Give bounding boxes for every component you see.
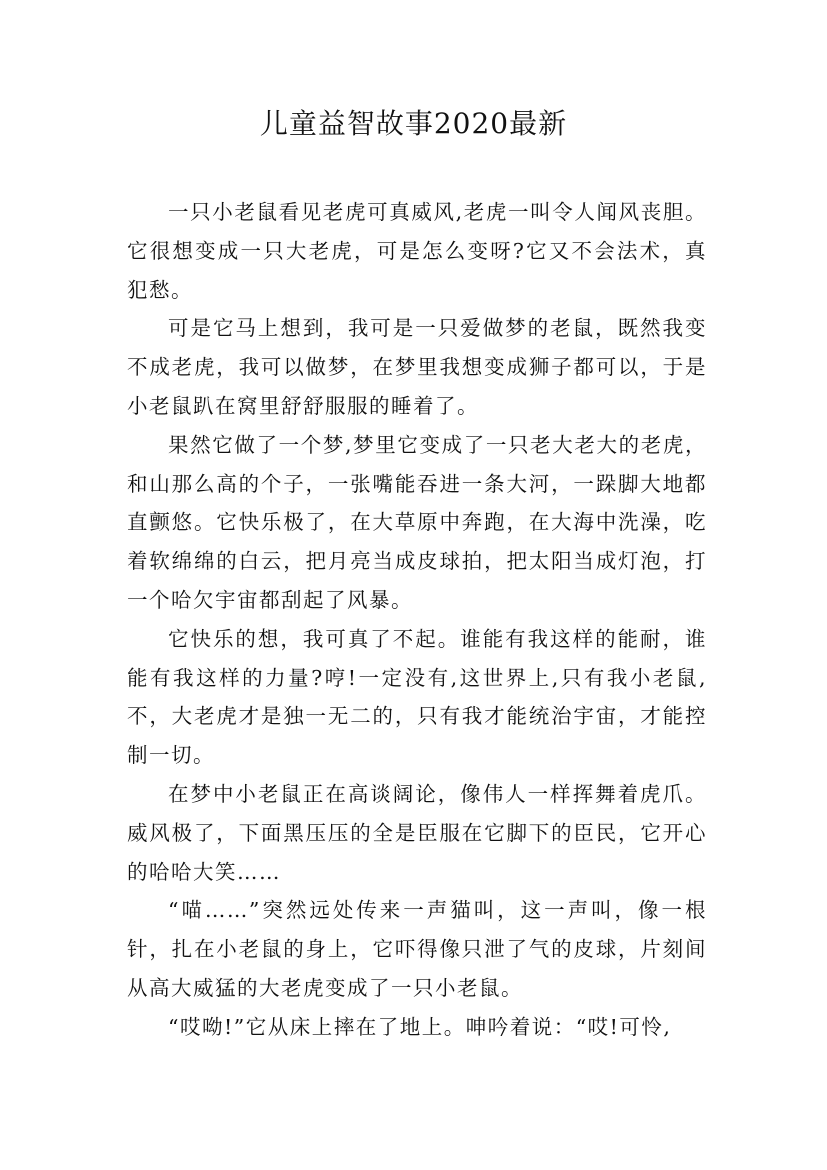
paragraph: 在梦中小老鼠正在高谈阔论，像伟人一样挥舞着虎爪。威风极了，下面黑压压的全是臣服在它脚下的臣民，它开心的哈哈大笑…… [127, 781, 707, 884]
paragraph: 果然它做了一个梦,梦里它变成了一只老大老大的老虎，和山那么高的个子，一张嘴能吞进一条大河，一跺脚大地都直颤悠。它快乐极了，在大草原中奔跑，在大海中洗澡，吃着软绵绵的白云，把月亮当成皮球拍，把太阳当成灯泡，打一个哈欠宇宙都刮起了风暴。 [127, 432, 707, 612]
document-title: 儿童益智故事2020最新 [259, 107, 568, 140]
paragraph: 可是它马上想到，我可是一只爱做梦的老鼠，既然我变不成老虎，我可以做梦，在梦里我想变成狮子都可以，于是小老鼠趴在窝里舒舒服服的睡着了。 [127, 316, 707, 418]
paragraph: “哎呦!”它从床上摔在了地上。呻吟着说：“哎!可怜, [168, 1014, 672, 1039]
paragraph: 它快乐的想，我可真了不起。谁能有我这样的能耐，谁能有我这样的力量?哼!一定没有,这世界上,只有我小老鼠,不，大老虎才是独一无二的，只有我才能统治宇宙，才能控制一切。 [127, 626, 707, 768]
document-body [127, 193, 707, 1047]
paragraph: “喵……”突然远处传来一声猫叫，这一声叫，像一根针，扎在小老鼠的身上，它吓得像只泄了气的皮球，片刻间从高大威猛的大老虎变成了一只小老鼠。 [127, 898, 707, 1000]
paragraph: 一只小老鼠看见老虎可真威风,老虎一叫令人闻风丧胆。它很想变成一只大老虎，可是怎么变呀?它又不会法术，真犯愁。 [127, 200, 707, 302]
